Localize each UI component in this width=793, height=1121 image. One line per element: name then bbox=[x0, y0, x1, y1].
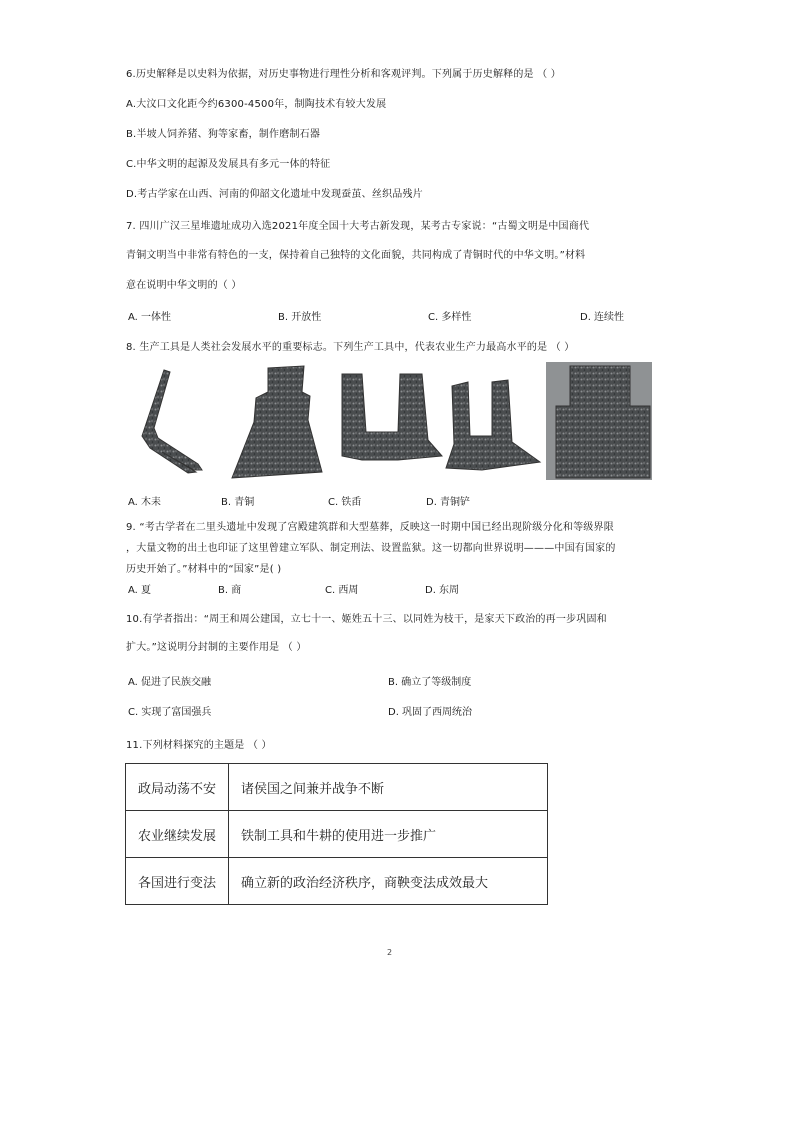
bronze-tool-image bbox=[232, 366, 322, 478]
table-row bbox=[126, 811, 548, 858]
q9-option-a: A. 夏 bbox=[128, 585, 152, 596]
bronze-object-image bbox=[546, 362, 652, 480]
q10-option-a: A. 促进了民族交融 bbox=[128, 677, 212, 688]
q9-stem-line2: ，大量文物的出土也印证了这里曾建立军队、制定刑法、设置监狱。这一切都向世界说明———中国有国家的 bbox=[126, 543, 616, 554]
q7-option-a: A. 一体性 bbox=[128, 312, 172, 323]
table-cell-detail: 确立新的政治经济秩序，商鞅变法成效最大 bbox=[229, 858, 548, 905]
q9-option-c: C. 西周 bbox=[325, 585, 359, 596]
q8-stem: 8. 生产工具是人类社会发展水平的重要标志。下列生产工具中，代表农业生产力最高水平的是 （ ） bbox=[126, 342, 575, 353]
wooden-plow-lei-image bbox=[142, 370, 202, 473]
q7-option-b: B. 开放性 bbox=[278, 312, 322, 323]
q8-option-b: B. 青铜 bbox=[221, 497, 255, 508]
table-row bbox=[126, 764, 548, 811]
q6-option-c: C.中华文明的起源及发展具有多元一体的特征 bbox=[126, 159, 331, 170]
q6-option-a: A.大汶口文化距今约6300-4500年，制陶技术有较大发展 bbox=[126, 99, 387, 110]
bronze-shovel-image bbox=[446, 380, 540, 470]
q11-stem: 11.下列材料探究的主题是 （ ） bbox=[126, 740, 272, 751]
q10-option-d: D. 巩固了西周统治 bbox=[388, 707, 473, 718]
table-cell-topic: 政局动荡不安 bbox=[126, 764, 229, 811]
table-row bbox=[126, 858, 548, 905]
q8-option-d: D. 青铜铲 bbox=[426, 497, 471, 508]
q8-tool-images-svg bbox=[136, 360, 656, 485]
q7-option-c: C. 多样性 bbox=[428, 312, 472, 323]
q10-stem-line2: 扩大。”这说明分封制的主要作用是 （ ） bbox=[126, 642, 307, 653]
q9-stem-line1: 9. “考古学者在二里头遗址中发现了宫殿建筑群和大型墓葬，反映这一时期中国已经出现阶级分化和等级界限 bbox=[126, 522, 614, 533]
q9-option-d: D. 东周 bbox=[425, 585, 460, 596]
q8-option-c: C. 铁臿 bbox=[328, 497, 362, 508]
iron-spade-cha-image bbox=[342, 374, 442, 460]
table-cell-detail: 铁制工具和牛耕的使用进一步推广 bbox=[229, 811, 548, 858]
q10-option-b: B. 确立了等级制度 bbox=[388, 677, 472, 688]
q7-stem-line2: 青铜文明当中非常有特色的一支，保持着自己独特的文化面貌，共同构成了青铜时代的中华文明。”材料 bbox=[126, 250, 586, 261]
table-cell-topic: 农业继续发展 bbox=[126, 811, 229, 858]
q10-option-c: C. 实现了富国强兵 bbox=[128, 707, 212, 718]
q9-option-b: B. 商 bbox=[218, 585, 242, 596]
q7-option-d: D. 连续性 bbox=[580, 312, 625, 323]
q9-stem-line3: 历史开始了。”材料中的“国家”是( ) bbox=[126, 564, 282, 575]
q8-option-a: A. 木耒 bbox=[128, 497, 162, 508]
q7-stem-line1: 7. 四川广汉三星堆遗址成功入选2021年度全国十大考古新发现，某考古专家说：“古蜀文明是中国商代 bbox=[126, 221, 590, 232]
table-cell-detail: 诸侯国之间兼并战争不断 bbox=[229, 764, 548, 811]
q6-stem: 6.历史解释是以史料为依据，对历史事物进行理性分析和客观评判。下列属于历史解释的是 （ ） bbox=[126, 69, 561, 80]
q11-material-table bbox=[125, 763, 548, 905]
q7-stem-line3: 意在说明中华文明的（ ） bbox=[126, 280, 242, 291]
q10-stem-line1: 10.有学者指出：“周王和周公建国，立七十一、姬姓五十三、以同姓为枝干，是家天下政治的再一步巩固和 bbox=[126, 614, 607, 625]
q6-option-d: D.考古学家在山西、河南的仰韶文化遗址中发现蚕茧、丝织品残片 bbox=[126, 189, 423, 200]
page-number: 2 bbox=[387, 948, 393, 957]
q6-option-b: B.半坡人饲养猪、狗等家畜，制作磨制石器 bbox=[126, 129, 321, 140]
q8-tool-images bbox=[136, 360, 656, 485]
table-cell-topic: 各国进行变法 bbox=[126, 858, 229, 905]
